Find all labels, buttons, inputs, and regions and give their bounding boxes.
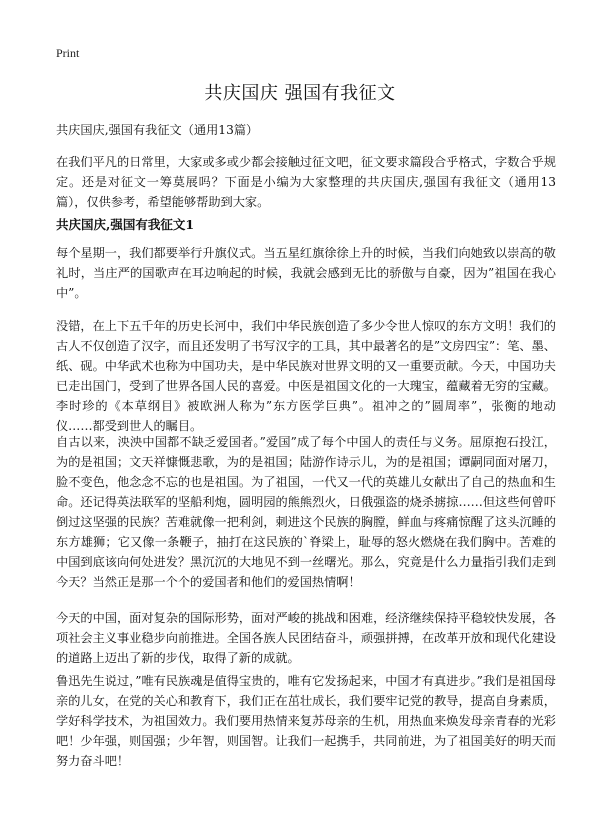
paragraph: 鲁迅先生说过，”唯有民族魂是值得宝贵的，唯有它发扬起来，中国才有真进步。”我们是祖国母亲的儿女，在党的关心和教育下，我们正在茁壮成长，我们要牢记党的教导，提高自身素质，学好科学技术，为祖国效力。我们要用热情来复苏母亲的生机，用热血来焕发母亲青春的光彩吧！少年强，则国强；少年智，则国智。让我们一起携手，共同前进，为了祖国美好的明天而努力奋斗吧！ [56, 674, 556, 768]
paragraph: 没错，在上下五千年的历史长河中，我们中华民族创造了多少令世人惊叹的东方文明！我们的古人不仅创造了汉字，而且还发明了书写汉字的工具，其中最著名的是”文房四宝”：笔、墨、纸、砚。中华武术也称为中国功夫，是中华民族对世界文明的又一重要贡献。今天，中国功夫已走出国门，受到了世界各国人民的喜爱。中医是祖国文化的一大瑰宝，蕴藏着无穷的宝藏。李时珍的《本草纲目》被欧洲人称为”东方医学巨典”。祖冲之的”圆周率”，张衡的地动仪……都受到世人的瞩目。 [56, 319, 556, 433]
document-subtitle: 共庆国庆,强国有我征文（通用13篇） [56, 123, 259, 137]
print-label: Print [56, 46, 80, 60]
section-heading: 共庆国庆,强国有我征文1 [56, 217, 195, 232]
page-title: 共庆国庆 强国有我征文 [204, 83, 396, 104]
paragraph: 今天的中国，面对复杂的国际形势，面对严峻的挑战和困难，经济继续保持平稳较快发展，各项社会主义事业稳步向前推进。全国各族人民团结奋斗，顽强拼搏，在改革开放和现代化建设的道路上迈出了新的步伐，取得了新的成就。 [56, 611, 556, 665]
paragraph: 每个星期一，我们都要举行升旗仪式。当五星红旗徐徐上升的时候，当我们向她致以崇高的敬礼时，当庄严的国歌声在耳边响起的时候，我就会感到无比的骄傲与自豪，因为”祖国在我心中”。 [56, 246, 556, 300]
intro-paragraph: 在我们平凡的日常里，大家或多或少都会接触过征文吧，征文要求篇段合乎格式，字数合乎规定。还是对征文一筹莫展吗？下面是小编为大家整理的共庆国庆,强国有我征文（通用13篇），仅供参考，希望能够帮助到大家。 [56, 155, 556, 209]
paragraph: 自古以来，泱泱中国都不缺乏爱国者。”爱国”成了每个中国人的责任与义务。屈原抱石投江，为的是祖国；文天祥慷慨悲歌，为的是祖国；陆游作诗示儿，为的是祖国；谭嗣同面对屠刀，脸不变色，他念念不忘的也是祖国。为了祖国，一代又一代的英雄儿女献出了自己的热血和生命。还记得英法联军的坚船利炮，圆明园的熊熊烈火，日俄强盗的烧杀掳掠……但这些何曾吓倒过这坚强的民族？苦难就像一把利剑，刺进这个民族的胸膛，鲜血与疼痛惊醒了这头沉睡的东方雄狮；它又像一条鞭子，抽打在这民族的`脊梁上，耻辱的怒火燃烧在我们胸中。苦难的中国到底该向何处进发？黑沉沉的大地见不到一丝曙光。那么，究竟是什么力量指引我们走到今天？当然正是那一个个的爱国者和他们的爱国热情啊！ [56, 435, 556, 589]
